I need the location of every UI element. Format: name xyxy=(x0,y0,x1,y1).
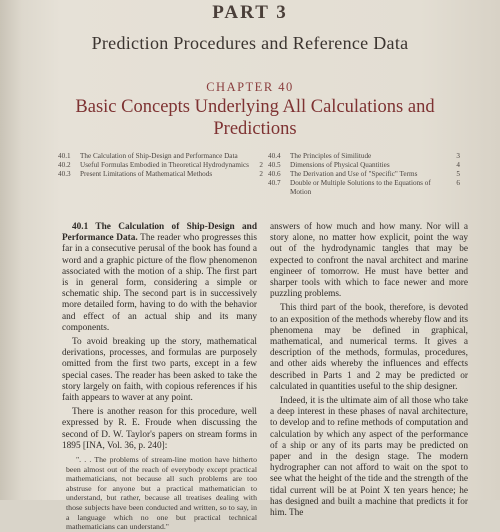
toc-title: Dimensions of Physical Quantities xyxy=(290,161,390,170)
toc-page xyxy=(255,152,263,161)
toc-page: 2 xyxy=(259,161,263,170)
part-title: Prediction Procedures and Reference Data xyxy=(91,33,409,53)
toc-item xyxy=(268,152,460,161)
toc-page: 5 xyxy=(456,170,460,179)
toc-num: 40.1 xyxy=(58,152,71,160)
paragraph: There is another reason for this procedure, well expressed by R. E. Froude when discussing the second of D. W. Taylor's papers on stream forms in 1895 [INA, Vol. 36, p. 240]: xyxy=(62,407,257,451)
toc-num: 40.3 xyxy=(58,170,71,179)
toc-num: 40.4 xyxy=(268,152,281,160)
toc-title: Useful Formulas Embodied in Theoretical Hydrodynamics xyxy=(80,161,249,170)
toc-num: 40.7 xyxy=(268,179,281,188)
toc-item xyxy=(268,170,460,179)
chapter-label: CHAPTER 40 xyxy=(206,80,294,94)
toc-right xyxy=(268,152,460,197)
toc-title: The Principles of Similitude xyxy=(290,152,372,160)
paragraph xyxy=(62,222,257,334)
toc-item xyxy=(268,179,460,196)
chapter-title: Basic Concepts Underlying All Calculations and Predictions xyxy=(75,97,435,139)
toc-num: 40.6 xyxy=(268,170,281,179)
toc-item xyxy=(58,152,263,161)
toc-item xyxy=(58,161,263,170)
toc-page: 6 xyxy=(456,179,460,188)
toc-page: 2 xyxy=(259,170,263,179)
toc-title: The Calculation of Ship-Design and Performance Data xyxy=(80,152,238,160)
toc-page: 4 xyxy=(456,161,460,170)
body-column-right xyxy=(270,222,468,519)
toc-num: 40.2 xyxy=(58,161,71,170)
paragraph: This third part of the book, therefore, is devoted to an exposition of the methods whereby flow and its phenomena may be defined in graphical, mathematical, and numerical terms. It gives a description of the methods, formulas, procedures, and other aids whereby the influences and effects described in Parts 1 and 2 may be predicted or calculated in quantities useful to the ship designer. xyxy=(270,303,468,392)
paragraph: answers of how much and how many. Nor will a story alone, no matter how explicit, point the way out of the hydrodynamic tangles that may be expected to confront the naval architect and marine engineer of tomorrow. He must have better and sharper tools with which to face newer and more puzzling problems. xyxy=(270,222,468,300)
toc-title: The Derivation and Use of "Specific" Terms xyxy=(290,170,418,179)
body-column-left xyxy=(62,222,257,532)
toc-title: Present Limitations of Mathematical Methods xyxy=(80,170,213,179)
toc-item xyxy=(58,170,263,179)
toc-left xyxy=(58,152,263,179)
toc-num: 40.5 xyxy=(268,161,281,170)
block-quote: ". . . The problems of stream-line motion have hitherto been almost out of the reach of everybody except practical mathematicians, not because all such problems are too abstruse for anyone but a practical mathematician to understand, but rather, because all treatises dealing with those subjects have been conducted and written, so to say, in a language which no one but practical technical mathematicians can understand." xyxy=(66,455,257,532)
paragraph: To avoid breaking up the story, mathematical derivations, processes, and formulas are purposely omitted from the first two parts, except in a few special cases. The reader has been asked to take the story largely on faith, with copious references if his faith appears to waver at any point. xyxy=(62,337,257,404)
paragraph: Indeed, it is the ultimate aim of all those who take a deep interest in these phases of naval architecture, to develop and to refine methods of computation and calculation by which any aspect of the performance of a ship or any of its parts may be predicted on paper and in the design stage. The modern hydrographer can not afford to wait on the spot to see what the height of the tide and the strength of the tidal current will be at Point X ten years hence; he has designed and built a machine that predicts it for him. The xyxy=(270,396,468,519)
toc-item xyxy=(268,161,460,170)
toc-page: 3 xyxy=(456,152,460,160)
part-label: PART 3 xyxy=(212,2,288,23)
section-heading: 40.1 The Calculation of Ship-Design and Performance Data. xyxy=(62,222,257,244)
paragraph-text: The reader who progresses this far in a consecutive perusal of the book has found a word and a graphic picture of the flow phenomenon associated with the motion of a ship. The first part is in general form, considering a simple or schematic ship. The second part is in successively more detailed form, having to do with the behavior and effect of an actual ship and its many components. xyxy=(62,233,258,333)
toc-title: Double or Multiple Solutions to the Equations of Motion xyxy=(290,179,431,196)
